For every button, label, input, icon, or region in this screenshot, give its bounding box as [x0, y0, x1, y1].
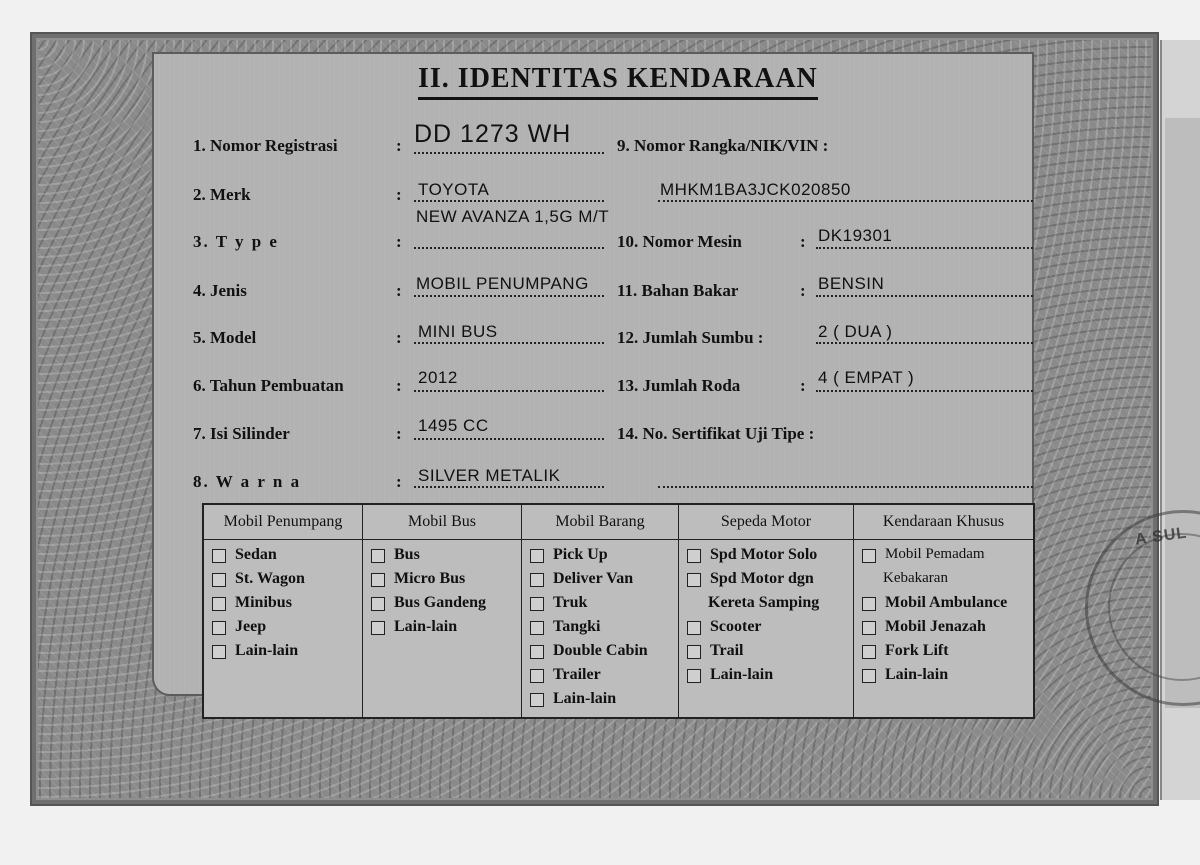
field-label-roda: 13. Jumlah Roda: [617, 376, 741, 395]
checkbox[interactable]: [530, 621, 544, 635]
field-label-mesin: 10. Nomor Mesin: [617, 232, 742, 251]
option-label: Mobil Ambulance: [885, 594, 1008, 611]
vehicle-category-table: [202, 503, 1035, 719]
category-option[interactable]: [528, 666, 678, 690]
category-header: Kendaraan Khusus: [854, 505, 1033, 540]
option-label: Trailer: [553, 666, 601, 683]
option-label: Kereta Samping: [708, 594, 820, 611]
option-label: Tangki: [553, 618, 601, 635]
category-option[interactable]: [860, 618, 1033, 642]
option-label: Minibus: [235, 594, 292, 611]
checkbox[interactable]: [687, 645, 701, 659]
colon: :: [396, 185, 402, 204]
field-label-jenis: 4. Jenis: [193, 281, 247, 300]
category-option[interactable]: [685, 642, 853, 666]
colon: :: [396, 424, 402, 443]
option-label: Kebakaran: [883, 570, 948, 586]
option-label: St. Wagon: [235, 570, 305, 587]
option-label: Spd Motor dgn: [710, 570, 814, 587]
option-label: Double Cabin: [553, 642, 648, 659]
colon: :: [396, 136, 402, 155]
checkbox[interactable]: [862, 597, 876, 611]
option-label: Fork Lift: [885, 642, 949, 659]
field-value-registrasi: DD 1273 WH: [414, 120, 572, 148]
checkbox[interactable]: [212, 549, 226, 563]
option-label: Scooter: [710, 618, 762, 635]
colon: :: [396, 472, 402, 491]
field-label-rangka: 9. Nomor Rangka/NIK/VIN :: [617, 136, 829, 155]
checkbox[interactable]: [212, 645, 226, 659]
dotted-line: [414, 342, 604, 344]
option-label: Truk: [553, 594, 588, 611]
category-option[interactable]: [210, 618, 362, 642]
checkbox[interactable]: [687, 669, 701, 683]
dotted-line: [414, 295, 604, 297]
category-option[interactable]: [369, 618, 521, 642]
category-option[interactable]: [860, 642, 1033, 666]
option-label: Lain-lain: [885, 666, 949, 683]
checkbox[interactable]: [862, 645, 876, 659]
field-value-jenis: MOBIL PENUMPANG: [416, 274, 589, 293]
category-header: Sepeda Motor: [679, 505, 853, 540]
checkbox[interactable]: [687, 549, 701, 563]
field-value-warna: SILVER METALIK: [418, 466, 561, 485]
option-label: Lain-lain: [235, 642, 299, 659]
checkbox[interactable]: [862, 669, 876, 683]
category-column-kendaraan-khusus: [854, 505, 1033, 717]
dotted-line: [414, 486, 604, 488]
option-label: Sedan: [235, 546, 277, 563]
checkbox[interactable]: [371, 573, 385, 587]
category-option[interactable]: [528, 618, 678, 642]
checkbox[interactable]: [371, 597, 385, 611]
field-label-warna: 8. W a r n a: [193, 472, 302, 491]
field-label-model: 5. Model: [193, 328, 257, 347]
field-label-sumbu: 12. Jumlah Sumbu :: [617, 328, 764, 347]
category-option[interactable]: [528, 690, 678, 714]
field-value-model: MINI BUS: [418, 322, 498, 341]
field-label-isi-silinder: 7. Isi Silinder: [193, 424, 290, 443]
category-option[interactable]: [369, 570, 521, 594]
category-header: Mobil Penumpang: [204, 505, 362, 540]
field-value-roda: 4 ( EMPAT ): [818, 368, 915, 387]
field-value-tahun: 2012: [418, 368, 458, 387]
field-label-type: 3. T y p e: [193, 232, 279, 251]
field-value-mesin: DK19301: [818, 226, 893, 245]
dotted-line: [658, 200, 1033, 202]
category-option[interactable]: [685, 618, 853, 642]
dotted-line: [816, 342, 1033, 344]
dotted-line: [816, 390, 1033, 392]
category-column-mobil-penumpang: [204, 505, 363, 717]
checkbox[interactable]: [687, 621, 701, 635]
stamp-seal-text: A SUL: [1134, 524, 1189, 549]
category-option[interactable]: [210, 594, 362, 618]
dotted-line: [658, 486, 1033, 488]
option-label: Jeep: [235, 618, 267, 635]
category-items: [204, 540, 362, 666]
dotted-line: [816, 247, 1033, 249]
option-label: Mobil Pemadam: [885, 546, 985, 562]
option-label: Lain-lain: [710, 666, 774, 683]
option-label: Bus: [394, 546, 420, 563]
category-option[interactable]: [369, 546, 521, 570]
checkbox[interactable]: [530, 669, 544, 683]
field-label-sertifikat: 14. No. Sertifikat Uji Tipe :: [617, 424, 815, 443]
colon: :: [396, 376, 402, 395]
checkbox[interactable]: [530, 693, 544, 707]
category-option[interactable]: [860, 546, 1033, 570]
category-option[interactable]: [528, 594, 678, 618]
dotted-line: [414, 247, 604, 249]
option-label: Pick Up: [553, 546, 608, 563]
field-value-merk: TOYOTA: [418, 180, 490, 199]
category-option[interactable]: [685, 546, 853, 570]
field-value-isi-silinder: 1495 CC: [418, 416, 489, 435]
checkbox[interactable]: [371, 621, 385, 635]
dotted-line: [816, 295, 1033, 297]
colon: :: [800, 232, 806, 251]
option-label: Deliver Van: [553, 570, 634, 587]
option-label: Trail: [710, 642, 744, 659]
field-label-registrasi: 1. Nomor Registrasi: [193, 136, 338, 155]
field-value-bahan-bakar: BENSIN: [818, 274, 885, 293]
field-label-bahan-bakar: 11. Bahan Bakar: [617, 281, 739, 300]
colon: :: [396, 328, 402, 347]
category-column-mobil-bus: [363, 505, 522, 717]
colon: :: [396, 232, 402, 251]
option-label: Bus Gandeng: [394, 594, 487, 611]
category-items: [854, 540, 1033, 690]
category-option[interactable]: [528, 570, 678, 594]
category-option[interactable]: [210, 546, 362, 570]
dotted-line: [414, 152, 604, 154]
colon: :: [396, 281, 402, 300]
checkbox[interactable]: [530, 645, 544, 659]
checkbox[interactable]: [212, 597, 226, 611]
checkbox[interactable]: [862, 621, 876, 635]
dotted-line: [414, 390, 604, 392]
category-option-continued: [860, 570, 1033, 594]
checkbox[interactable]: [212, 573, 226, 587]
category-header: Mobil Bus: [363, 505, 521, 540]
option-label: Micro Bus: [394, 570, 466, 587]
category-option[interactable]: [860, 594, 1033, 618]
category-items: [363, 540, 521, 642]
category-column-mobil-barang: [522, 505, 679, 717]
category-option[interactable]: [369, 594, 521, 618]
category-option[interactable]: [528, 642, 678, 666]
option-label: Mobil Jenazah: [885, 618, 986, 635]
category-header: Mobil Barang: [522, 505, 678, 540]
field-label-merk: 2. Merk: [193, 185, 251, 204]
category-option-continued: [685, 594, 853, 618]
category-option[interactable]: [210, 642, 362, 666]
category-option[interactable]: [685, 570, 853, 594]
dotted-line: [414, 438, 604, 440]
category-option[interactable]: [685, 666, 853, 690]
checkbox[interactable]: [862, 549, 876, 563]
field-value-sumbu: 2 ( DUA ): [818, 322, 893, 341]
checkbox[interactable]: [530, 549, 544, 563]
checkbox[interactable]: [371, 549, 385, 563]
colon: :: [800, 376, 806, 395]
dotted-line: [414, 200, 604, 202]
category-option[interactable]: [860, 666, 1033, 690]
checkbox[interactable]: [212, 621, 226, 635]
field-value-rangka: MHKM1BA3JCK020850: [660, 180, 851, 199]
checkbox[interactable]: [687, 573, 701, 587]
page-title: II. IDENTITAS KENDARAAN: [418, 63, 818, 100]
checkbox[interactable]: [530, 597, 544, 611]
category-items: [679, 540, 853, 690]
colon: :: [800, 281, 806, 300]
category-option[interactable]: [210, 570, 362, 594]
option-label: Lain-lain: [553, 690, 617, 707]
checkbox[interactable]: [530, 573, 544, 587]
option-label: Lain-lain: [394, 618, 458, 635]
field-label-tahun: 6. Tahun Pembuatan: [193, 376, 344, 395]
option-label: Spd Motor Solo: [710, 546, 818, 563]
category-column-sepeda-motor: [679, 505, 854, 717]
category-option[interactable]: [528, 546, 678, 570]
field-value-type: NEW AVANZA 1,5G M/T: [416, 207, 610, 226]
category-items: [522, 540, 678, 714]
